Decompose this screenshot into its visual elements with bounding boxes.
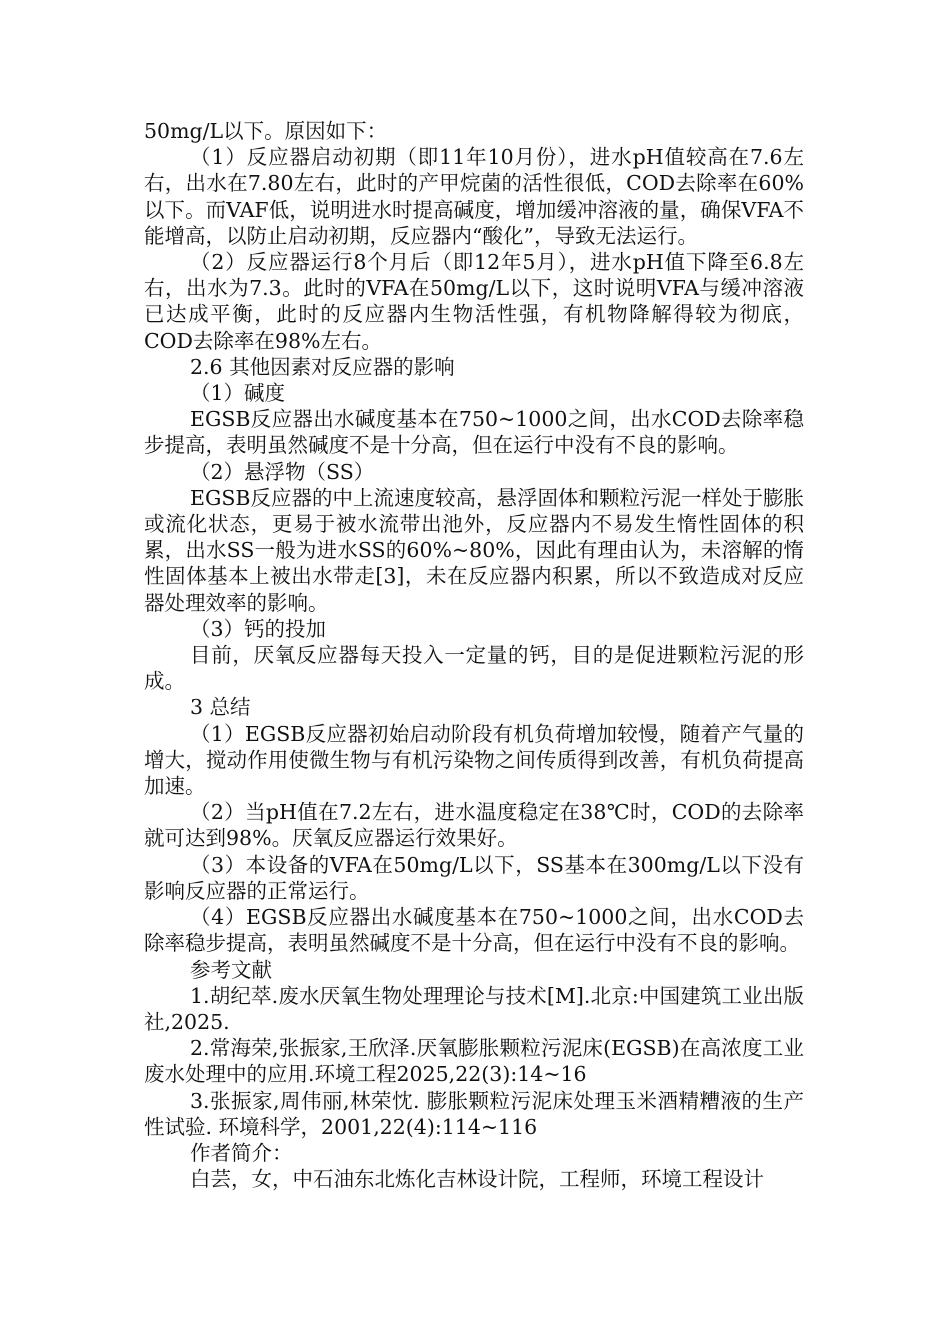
summary-item-4: （4）EGSB反应器出水碱度基本在750~1000之间，出水COD去除率稳步提高，表明虽然碱度不是十分高，但在运行中没有不良的影响。 bbox=[144, 905, 804, 956]
subheading-calcium: （3）钙的投加 bbox=[190, 616, 327, 641]
summary-item-1: （1）EGSB反应器初始启动阶段有机负荷增加较慢，随着产气量的增大，搅动作用使微生物与有机污染物之间传质得到改善，有机负荷提高加速。 bbox=[144, 721, 804, 799]
paragraph-suspended-solids: EGSB反应器的中上流速度较高，悬浮固体和颗粒污泥一样处于膨胀或流化状态，更易于被水流带出池外，反应器内不易发生惰性固体的积累，出水SS一般为进水SS的60%~80%，因此有理由认为，未溶解的惰性固体基本上被出水带走[3]，未在反应器内积累，所以不致造成对反应器处理效率的影响。 bbox=[144, 485, 804, 615]
reference-item-3: 3.张振家,周伟丽,林荣忱. 膨胀颗粒污泥床处理玉米酒精糟液的生产性试验. 环境科学，2001,22(4):114~116 bbox=[144, 1088, 804, 1139]
summary-item-3: （3）本设备的VFA在50mg/L以下，SS基本在300mg/L以下没有影响反应器的正常运行。 bbox=[144, 852, 804, 903]
references-heading: 参考文献 bbox=[190, 957, 272, 982]
paragraph-calcium: 目前，厌氧反应器每天投入一定量的钙，目的是促进颗粒污泥的形成。 bbox=[144, 643, 804, 694]
section-heading-2-6: 2.6 其他因素对反应器的影响 bbox=[190, 354, 455, 379]
reference-item-1: 1.胡纪萃.废水厌氧生物处理理论与技术[M].北京:中国建筑工业出版社,2025. bbox=[144, 983, 804, 1034]
reference-item-2: 2.常海荣,张振家,王欣泽.厌氧膨胀颗粒污泥床(EGSB)在高浓度工业废水处理中的应用.环境工程2025,22(3):14~16 bbox=[144, 1036, 804, 1087]
paragraph-alkalinity: EGSB反应器出水碱度基本在750~1000之间，出水COD去除率稳步提高，表明虽然碱度不是十分高，但在运行中没有不良的影响。 bbox=[144, 407, 804, 458]
summary-item-2: （2）当pH值在7.2左右，进水温度稳定在38℃时，COD的去除率就可达到98%。厌氧反应器运行效果好。 bbox=[144, 800, 804, 851]
section-heading-summary: 3 总结 bbox=[190, 695, 251, 720]
subheading-suspended-solids: （2）悬浮物（SS） bbox=[190, 459, 375, 484]
paragraph-continuation: 50mg/L以下。原因如下： bbox=[144, 119, 388, 143]
author-heading: 作者简介： bbox=[190, 1140, 293, 1165]
paragraph-reactor-startup: （1）反应器启动初期（即11年10月份），进水pH值较高在7.6左右，出水在7.80左右，此时的产甲烷菌的活性很低，COD去除率在60%以下。而VAF低，说明进水时提高碱度，增加缓冲溶液的量，确保VFA不能增高，以防止启动初期，反应器内“酸化”，导致无法运行。 bbox=[144, 145, 804, 248]
paragraph-reactor-8-months: （2）反应器运行8个月后（即12年5月），进水pH值下降至6.8左右，出水为7.3。此时的VFA在50mg/L以下，这时说明VFA与缓冲溶液已达成平衡，此时的反应器内生物活性强，有机物降解得较为彻底，COD去除率在98%左右。 bbox=[144, 250, 804, 353]
subheading-alkalinity: （1）碱度 bbox=[190, 381, 286, 406]
author-info: 白芸，女，中石油东北炼化吉林设计院，工程师，环境工程设计 bbox=[190, 1167, 764, 1192]
document-page bbox=[144, 118, 804, 1192]
